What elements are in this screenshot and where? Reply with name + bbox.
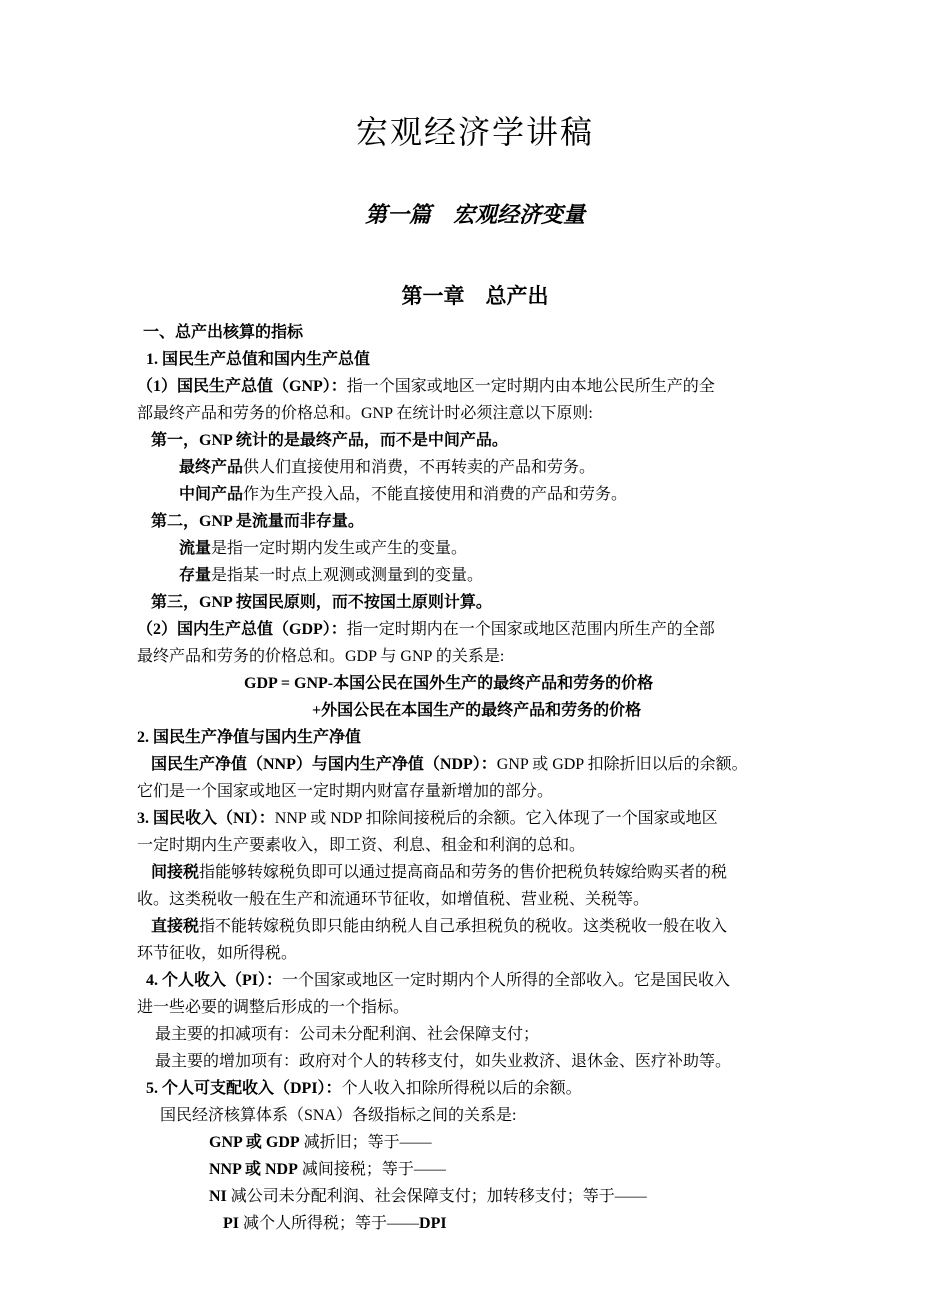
paragraph-line: 进一些必要的调整后形成的一个指标。 <box>137 999 410 1016</box>
gnp-term: （1）国民生产总值（GNP）： <box>137 378 347 395</box>
nnp-definition: GNP 或 GDP 扣除折旧以后的余额。 <box>496 756 748 773</box>
definition-line <box>179 565 483 587</box>
pi-definition: 一个国家或地区一定时期内个人所得的全部收入。它是国民收入 <box>282 972 731 989</box>
gdp-definition: 指一定时期内在一个国家或地区范围内所生产的全部 <box>346 621 715 638</box>
section-heading: 一、总产出核算的指标 <box>143 324 304 341</box>
paragraph-line <box>146 970 730 992</box>
paragraph-line: 最终产品和劳务的价格总和。GDP 与 GNP 的关系是: <box>137 648 505 665</box>
term: 中间产品 <box>179 486 244 503</box>
term: 存量 <box>179 567 212 584</box>
principle-2: 第二，GNP 是流量而非存量。 <box>151 513 364 530</box>
paragraph-line: 部最终产品和劳务的价格总和。GNP 在统计时必须注意以下原则: <box>137 405 593 422</box>
paragraph-line: 环节征收，如所得税。 <box>137 945 298 962</box>
principle-3: 第三，GNP 按国民原则，而不按国土原则计算。 <box>151 594 492 611</box>
term: NI <box>209 1188 227 1205</box>
nnp-term: 国民生产净值（NNP）与国内生产净值（NDP）： <box>151 756 497 773</box>
part-title: 第一篇 宏观经济变量 <box>364 202 585 227</box>
definition-line <box>179 457 595 479</box>
ni-definition: NNP 或 NDP 扣除间接税后的余额。它入体现了一个国家或地区 <box>274 810 718 827</box>
paragraph-line: 一定时期内生产要素收入，即工资、利息、租金和利润的总和。 <box>137 837 586 854</box>
paragraph-line <box>151 916 727 938</box>
relation-line <box>209 1186 647 1208</box>
principle-1: 第一，GNP 统计的是最终产品，而不是中间产品。 <box>151 432 508 449</box>
definition-line <box>179 538 467 560</box>
subsection-heading: 1. 国民生产总值和国内生产总值 <box>146 351 371 368</box>
relation-text: 减公司未分配利润、社会保障支付；加转移支付；等于—— <box>226 1188 647 1205</box>
term: 最终产品 <box>179 459 244 476</box>
paragraph-line: 收。这类税收一般在生产和流通环节征收，如增值税、营业税、关税等。 <box>137 891 650 908</box>
paragraph-line <box>151 862 727 884</box>
paragraph-line <box>137 808 718 830</box>
term: PI <box>223 1215 239 1232</box>
chapter-title: 第一章 总产出 <box>401 284 549 308</box>
term-definition: 是指一定时期内发生或产生的变量。 <box>211 540 468 557</box>
term: GNP 或 GDP <box>209 1134 300 1151</box>
term-definition: 作为生产投入品，不能直接使用和消费的产品和劳务。 <box>243 486 628 503</box>
term-definition: 指能够转嫁税负即可以通过提高商品和劳务的售价把税负转嫁给购买者的税 <box>199 864 728 881</box>
term-definition: 供人们直接使用和消费，不再转卖的产品和劳务。 <box>243 459 596 476</box>
definition-line <box>179 484 627 506</box>
term: 间接税 <box>151 864 200 881</box>
relation-line <box>209 1159 446 1181</box>
term: DPI <box>419 1215 447 1232</box>
term: NNP 或 NDP <box>209 1161 298 1178</box>
gnp-definition: 指一个国家或地区一定时期内由本地公民所生产的全 <box>346 378 715 395</box>
formula-line-1: GDP = GNP-本国公民在国外生产的最终产品和劳务的价格 <box>244 675 654 692</box>
paragraph-line <box>137 376 715 398</box>
paragraph-line <box>151 754 748 776</box>
term-definition: 指不能转嫁税负即只能由纳税人自己承担税负的税收。这类税收一般在收入 <box>199 918 728 935</box>
relation-text: 减折旧；等于—— <box>299 1134 432 1151</box>
pi-term: 4. 个人收入（PI）： <box>146 972 283 989</box>
gdp-term: （2）国内生产总值（GDP）： <box>137 621 347 638</box>
paragraph-line: 最主要的增加项有：政府对个人的转移支付，如失业救济、退休金、医疗补助等。 <box>155 1053 732 1070</box>
paragraph-line: 最主要的扣减项有：公司未分配利润、社会保障支付； <box>155 1026 540 1043</box>
paragraph-line <box>146 1078 582 1100</box>
relation-text: 减个人所得税；等于—— <box>239 1215 420 1232</box>
term: 流量 <box>179 540 212 557</box>
paragraph-line: 国民经济核算体系（SNA）各级指标之间的关系是: <box>160 1107 517 1124</box>
relation-text: 减间接税；等于—— <box>297 1161 446 1178</box>
dpi-term: 5. 个人可支配收入（DPI）： <box>146 1080 342 1097</box>
dpi-definition: 个人收入扣除所得税以后的余额。 <box>341 1080 582 1097</box>
ni-term: 3. 国民收入（NI）： <box>137 810 275 827</box>
formula-line-2: +外国公民在本国生产的最终产品和劳务的价格 <box>312 702 642 719</box>
term-definition: 是指某一时点上观测或测量到的变量。 <box>211 567 484 584</box>
document-title: 宏观经济学讲稿 <box>355 114 594 150</box>
paragraph-line <box>137 619 715 641</box>
relation-line <box>223 1213 447 1235</box>
relation-line <box>209 1132 432 1154</box>
paragraph-line: 它们是一个国家或地区一定时期内财富存量新增加的部分。 <box>137 783 554 800</box>
subsection-heading: 2. 国民生产净值与国内生产净值 <box>137 729 362 746</box>
term: 直接税 <box>151 918 200 935</box>
